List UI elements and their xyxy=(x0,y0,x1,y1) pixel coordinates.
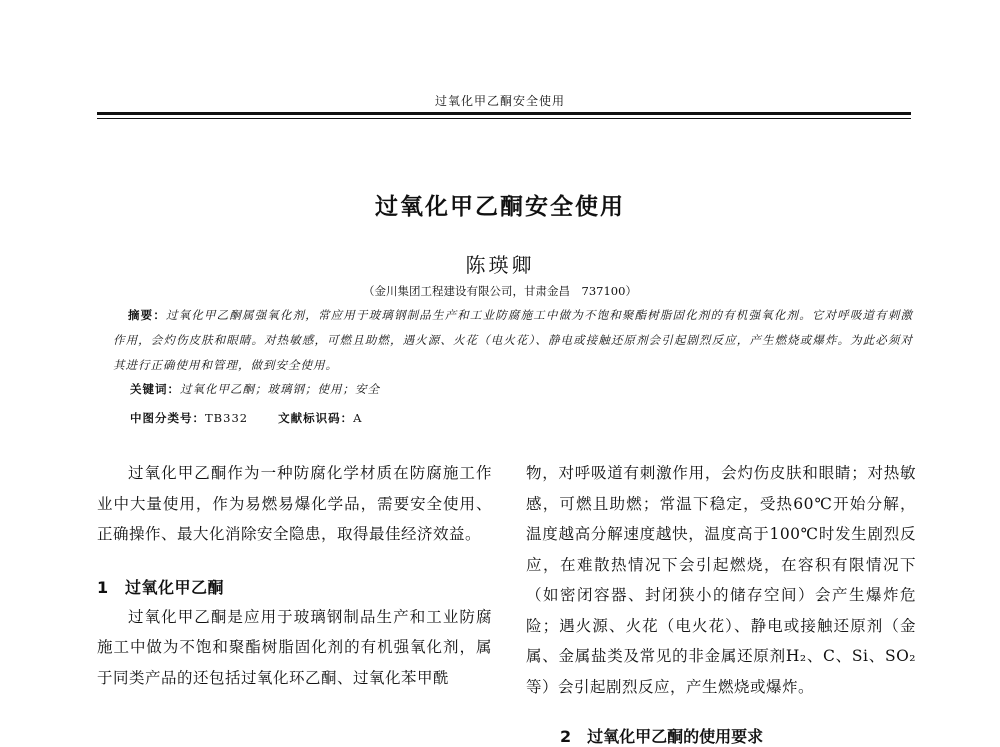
clc-value: TB332 xyxy=(205,411,249,425)
intro-paragraph: 过氧化甲乙酮作为一种防腐化学材质在防腐施工作业中大量使用，作为易燃易爆化学品，需要安全使用、正确操作、最大化消除安全隐患，取得最佳经济效益。 xyxy=(97,464,492,543)
header-rule-thin xyxy=(97,118,911,119)
abstract-block xyxy=(113,303,913,378)
section-number: 1 xyxy=(97,577,109,597)
doc-code-value: A xyxy=(353,411,363,425)
article-title: 过氧化甲乙酮安全使用 xyxy=(375,194,625,220)
author-name: 陈瑛卿 xyxy=(465,253,535,277)
classification-line xyxy=(130,410,910,426)
keywords-label: 关键词： xyxy=(130,382,180,396)
running-header: 过氧化甲乙酮安全使用 xyxy=(434,94,565,108)
body-column-left xyxy=(97,458,492,693)
section-title: 过氧化甲乙酮 xyxy=(125,577,225,597)
doc-code-label: 文献标识码： xyxy=(278,411,354,425)
keywords-text: 过氧化甲乙酮；玻璃钢；使用；安全 xyxy=(180,382,380,396)
clc-label: 中图分类号： xyxy=(130,411,205,425)
section-heading xyxy=(97,574,492,602)
abstract-label: 摘要： xyxy=(128,308,166,322)
right-column-paragraph: 物，对呼吸道有刺激作用，会灼伤皮肤和眼睛；对热敏感，可燃且助燃；常温下稳定，受热60℃开始分解，温度越高分解速度越快，温度高于100℃时发生剧烈反应，在难散热情况下会引起燃烧，在容积有限情况下（如密闭容器、封闭狭小的储存空间）会产生爆炸危险；遇火源、火花（电火花）、静电或接触还原剂（金属、金属盐类及常见的非金属还原剂H₂、C、Si、SO₂等）会引起剧烈反应，产生燃烧或爆炸。 xyxy=(526,464,916,696)
section-paragraph: 过氧化甲乙酮是应用于玻璃钢制品生产和工业防腐施工中做为不饱和聚酯树脂固化剂的有机强氧化剂，属于同类产品的还包括过氧化环乙酮、过氧化苯甲酰 xyxy=(97,607,492,687)
keywords-line xyxy=(130,381,910,397)
author-affiliation: （金川集团工程建设有限公司，甘肃金昌 737100） xyxy=(363,284,637,298)
body-column-right xyxy=(526,458,916,702)
next-section-heading: 2 过氧化甲乙酮的使用要求 xyxy=(560,727,764,746)
header-rule-thick xyxy=(97,112,911,115)
abstract-text: 过氧化甲乙酮属强氧化剂，常应用于玻璃钢制品生产和工业防腐施工中做为不饱和聚酯树脂固化剂的有机强氧化剂。它对呼吸道有刺激作用，会灼伤皮肤和眼睛。对热敏感，可燃且助燃，遇火源、火花（电火花）、静电或接触还原剂会引起剧烈反应，产生燃烧或爆炸。为此必须对其进行正确使用和管理，做到安全使用。 xyxy=(113,308,914,372)
